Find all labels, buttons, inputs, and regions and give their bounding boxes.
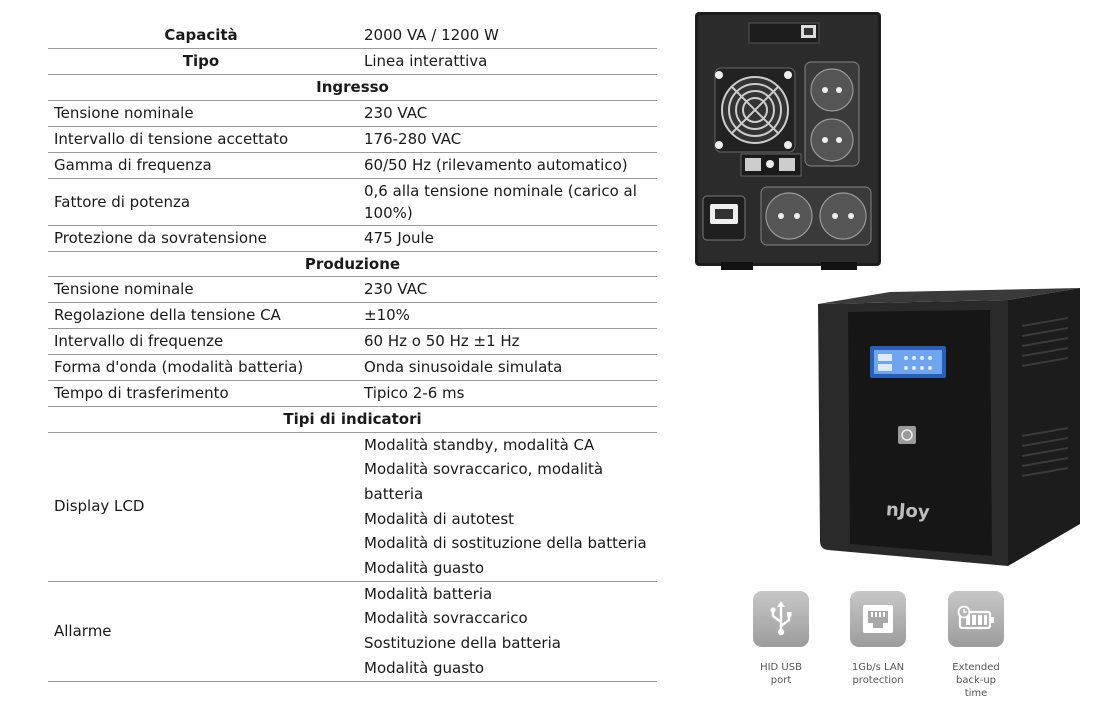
row-label: Tipo bbox=[182, 52, 220, 70]
list-item: Modalità guasto bbox=[364, 559, 485, 578]
row-label: Display LCD bbox=[54, 497, 145, 516]
list-item: Modalità batteria bbox=[364, 584, 493, 603]
list-item: Modalità sovraccarico, modalità bbox=[364, 460, 604, 479]
power-button-icon bbox=[898, 426, 916, 444]
list-item: batteria bbox=[364, 484, 424, 503]
feature-caption: HID USB port bbox=[760, 662, 802, 686]
list-item: Sostituzione della batteria bbox=[364, 634, 561, 653]
table-row bbox=[48, 277, 657, 303]
table-row bbox=[48, 226, 657, 252]
row-label: Fattore di potenza bbox=[54, 192, 191, 211]
table-row-allarme bbox=[48, 582, 657, 682]
row-value-list bbox=[354, 582, 657, 681]
row-label: Gamma di frequenza bbox=[54, 155, 212, 174]
row-label: Protezione da sovratensione bbox=[54, 228, 267, 247]
row-value: 475 Joule bbox=[364, 228, 434, 247]
list-item: Modalità standby, modalità CA bbox=[364, 435, 595, 454]
row-value: 176-280 VAC bbox=[364, 129, 462, 148]
section-indicatori: Tipi di indicatori bbox=[48, 407, 657, 433]
feature-backup bbox=[936, 591, 1016, 700]
usb-icon bbox=[753, 591, 809, 647]
table-row bbox=[48, 179, 657, 226]
feature-lan bbox=[838, 591, 918, 687]
row-value: 2000 VA / 1200 W bbox=[364, 26, 499, 44]
row-label: Intervallo di frequenze bbox=[54, 332, 224, 350]
list-item: Modalità di sostituzione della batteria bbox=[364, 534, 647, 553]
ups-front-image bbox=[818, 286, 1080, 576]
section-ingresso: Ingresso bbox=[48, 75, 657, 101]
list-item: Modalità di autotest bbox=[364, 509, 515, 528]
feature-caption: Extended back-up time bbox=[952, 662, 1000, 699]
section-produzione: Produzione bbox=[48, 252, 657, 278]
feature-caption: 1Gb/s LAN protection bbox=[851, 662, 905, 686]
row-value: 0,6 alla tensione nominale (carico al 100%) bbox=[364, 181, 637, 222]
row-value: 60/50 Hz (rilevamento automatico) bbox=[364, 155, 628, 174]
row-value: 60 Hz o 50 Hz ±1 Hz bbox=[364, 332, 520, 350]
lan-port-icon bbox=[850, 591, 906, 647]
row-label: Allarme bbox=[54, 621, 112, 640]
spec-table bbox=[48, 23, 657, 682]
table-row bbox=[48, 329, 657, 355]
row-value-list bbox=[354, 433, 657, 581]
row-tipo bbox=[48, 49, 657, 75]
battery-icon bbox=[948, 591, 1004, 647]
table-row bbox=[48, 355, 657, 381]
row-value: ±10% bbox=[364, 306, 410, 324]
brand-logo: nJoy bbox=[885, 499, 931, 524]
row-label: Intervallo di tensione accettato bbox=[54, 129, 289, 148]
table-row bbox=[48, 303, 657, 329]
row-label: Tempo di trasferimento bbox=[54, 384, 229, 402]
row-label: Tensione nominale bbox=[54, 280, 194, 298]
row-value: Linea interattiva bbox=[364, 52, 488, 70]
row-value: Onda sinusoidale simulata bbox=[364, 358, 563, 376]
row-value: 230 VAC bbox=[364, 280, 428, 298]
row-label: Regolazione della tensione CA bbox=[54, 306, 281, 324]
table-row bbox=[48, 127, 657, 153]
table-row bbox=[48, 153, 657, 179]
row-value: 230 VAC bbox=[364, 103, 428, 122]
table-row bbox=[48, 101, 657, 127]
list-item: Modalità sovraccarico bbox=[364, 609, 528, 628]
fan-icon bbox=[715, 68, 795, 152]
ups-back-panel-image bbox=[695, 12, 881, 270]
row-label: Tensione nominale bbox=[54, 103, 194, 122]
table-row-lcd bbox=[48, 433, 657, 582]
row-value: Tipico 2-6 ms bbox=[364, 384, 465, 402]
row-label: Capacità bbox=[164, 26, 238, 44]
feature-hid-usb bbox=[741, 591, 821, 687]
list-item: Modalità guasto bbox=[364, 658, 485, 677]
table-row bbox=[48, 381, 657, 407]
row-capacita bbox=[48, 23, 657, 49]
row-label: Forma d'onda (modalità batteria) bbox=[54, 358, 304, 376]
